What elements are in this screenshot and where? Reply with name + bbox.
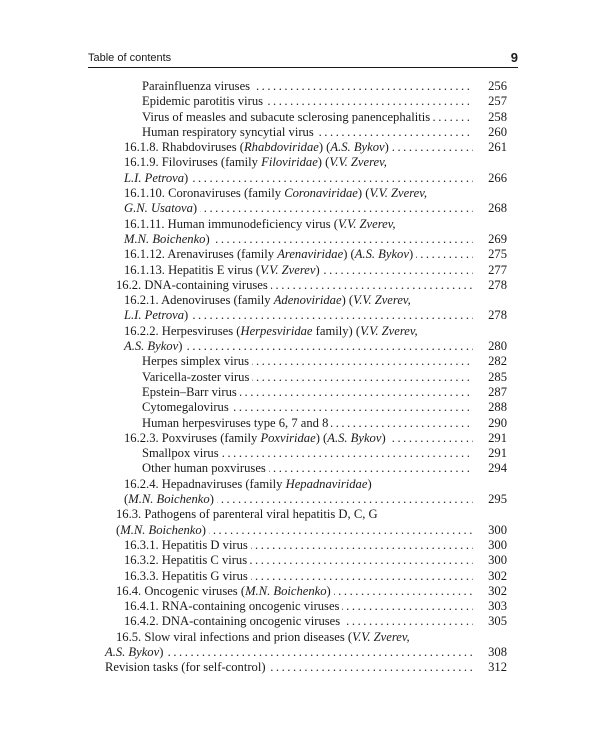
header-rule — [88, 67, 518, 68]
toc-entry-text: 16.1.13. Hepatitis E virus ( — [124, 262, 261, 277]
toc-entry-page: 261 — [477, 140, 507, 155]
toc-entry — [105, 217, 507, 232]
toc-entry-page: 302 — [477, 569, 507, 584]
toc-entry-text: Varicella-zoster virus — [142, 369, 250, 384]
toc-entry-text: Human respiratory syncytial virus — [142, 124, 314, 139]
toc-entry-page: 291 — [477, 431, 507, 446]
toc-entry-italic-text: Rhabdoviridae — [243, 140, 319, 155]
toc-entry — [105, 569, 507, 584]
toc-entry-italic-text: Filoviridae — [261, 155, 318, 170]
table-of-contents — [105, 79, 507, 676]
toc-entry-title — [142, 461, 269, 476]
toc-entry-italic-text: A.S. Bykov — [124, 339, 179, 354]
toc-entry — [105, 385, 507, 400]
toc-entry-italic-text: Herpesviridae — [240, 323, 313, 338]
toc-entry-title — [142, 354, 252, 369]
toc-entry-title — [116, 507, 378, 522]
toc-entry-page: 300 — [477, 538, 507, 553]
toc-entry-page: 282 — [477, 354, 507, 369]
toc-entry-text: ) ( — [317, 155, 330, 170]
toc-entry-title — [105, 645, 166, 660]
toc-entry-title — [142, 110, 433, 125]
toc-entry-title — [124, 569, 251, 584]
toc-entry-text: 16.3.1. Hepatitis D virus — [124, 537, 248, 552]
toc-entry-title — [124, 308, 191, 323]
toc-entry-page: 257 — [477, 94, 507, 109]
toc-entry — [105, 370, 507, 385]
toc-entry — [105, 201, 507, 216]
toc-entry-title — [124, 263, 323, 278]
toc-entry-text: ) ( — [343, 247, 355, 262]
toc-entry-text: 16.4.1. RNA-containing oncogenic viruses — [124, 599, 340, 614]
toc-entry-page: 266 — [477, 171, 507, 186]
toc-entry-title — [124, 431, 389, 446]
toc-entry-text: Virus of measles and subacute sclerosing panencephalitis — [142, 109, 431, 124]
toc-entry-italic-text: Adenoviridae — [273, 293, 342, 308]
toc-entry-text: ) ( — [318, 140, 331, 155]
toc-entry-text: Other human poxviruses — [142, 461, 266, 476]
toc-entry — [105, 293, 507, 308]
toc-entry-text: Epstein–Barr virus — [142, 384, 237, 399]
toc-entry-text: ) — [209, 492, 214, 507]
toc-entry-page: 269 — [477, 232, 507, 247]
toc-entry-page: 277 — [477, 263, 507, 278]
running-head-title: Table of contents — [88, 52, 172, 64]
toc-entry — [105, 477, 507, 492]
toc-entry — [105, 599, 507, 614]
toc-entry-italic-text: M.N. Boichenko — [245, 583, 327, 598]
toc-entry-text: ) — [192, 201, 198, 216]
toc-entry-title — [116, 523, 209, 538]
toc-entry — [105, 630, 507, 645]
toc-entry-title — [124, 217, 396, 232]
toc-entry — [105, 400, 507, 415]
toc-entry-text: ) ( — [357, 186, 370, 201]
toc-entry-page: 290 — [477, 416, 507, 431]
toc-entry-text: 16.2.1. Adenoviruses (family — [124, 293, 274, 308]
toc-entry-page: 308 — [477, 645, 507, 660]
toc-entry-page: 302 — [477, 584, 507, 599]
toc-entry-page: 288 — [477, 400, 507, 415]
toc-entry-text: 16.3. Pathogens of parenteral viral hepatitis D, C, G — [116, 507, 378, 522]
toc-entry-text: 16.2.4. Hepadnaviruses (family — [124, 476, 286, 491]
toc-entry — [105, 140, 507, 155]
toc-entry-text: ) — [201, 522, 206, 537]
toc-entry-italic-text: M.N. Boichenko — [128, 492, 210, 507]
toc-entry — [105, 584, 507, 599]
toc-entry — [105, 324, 507, 339]
toc-entry-text: 16.2. DNA-containing viruses — [116, 277, 268, 292]
toc-entry-text: ) — [381, 430, 386, 445]
toc-entry — [105, 492, 507, 507]
toc-entry-title — [116, 584, 334, 599]
toc-entry-title — [124, 538, 251, 553]
toc-entry-title — [124, 614, 343, 629]
toc-entry-italic-text: V.V. Zverev, — [337, 216, 396, 231]
toc-entry-title — [142, 94, 266, 109]
toc-entry-italic-text: G.N. Usatova — [124, 201, 193, 216]
toc-entry-text: ) ( — [341, 293, 354, 308]
toc-entry-text: ) — [367, 476, 372, 491]
toc-entry-title — [124, 171, 191, 186]
toc-entry-text: 16.2.3. Poxviruses (family — [124, 430, 261, 445]
toc-entry-title — [142, 385, 240, 400]
toc-entry — [105, 232, 507, 247]
toc-entry — [105, 308, 507, 323]
toc-entry-page: 268 — [477, 201, 507, 216]
toc-entry-text: ) — [315, 262, 320, 277]
toc-entry-page: 295 — [477, 492, 507, 507]
toc-entry-text: 16.1.8. Rhabdoviruses ( — [124, 140, 244, 155]
toc-entry-text: ) — [159, 644, 164, 659]
toc-entry-title — [124, 232, 213, 247]
toc-entry-title — [124, 339, 185, 354]
toc-entry-title — [124, 599, 342, 614]
toc-entry-text: 16.4. Oncogenic viruses ( — [116, 583, 246, 598]
toc-entry — [105, 416, 507, 431]
toc-entry-text: 16.1.11. Human immunodeficiency virus ( — [124, 216, 338, 231]
toc-entry-italic-text: A.S. Bykov — [330, 140, 385, 155]
toc-entry-text: ) — [184, 308, 189, 323]
toc-entry-page: 280 — [477, 339, 507, 354]
toc-entry-text: Parainfluenza viruses — [142, 79, 251, 93]
toc-entry-title — [142, 400, 232, 415]
toc-entry-title — [105, 660, 269, 675]
toc-entry-title — [142, 370, 252, 385]
toc-entry-italic-text: M.N. Boichenko — [124, 231, 206, 246]
toc-entry — [105, 339, 507, 354]
toc-entry-title — [124, 553, 250, 568]
toc-entry-italic-text: V.V. Zverev, — [360, 323, 418, 338]
toc-entry-text: ) — [178, 339, 183, 354]
toc-entry-italic-text: L.I. Petrova — [124, 170, 185, 185]
toc-entry-text: ) — [326, 583, 331, 598]
toc-entry-page: 275 — [477, 247, 507, 262]
toc-entry-title — [142, 125, 317, 140]
toc-entry-text: 16.3.3. Hepatitis G virus — [124, 568, 248, 583]
toc-entry-text: 16.1.12. Arenaviruses (family — [124, 247, 278, 262]
toc-entry-title — [142, 416, 331, 431]
toc-entry — [105, 645, 507, 660]
toc-entry — [105, 155, 507, 170]
toc-entry-title — [124, 140, 392, 155]
toc-entry-page: 300 — [477, 523, 507, 538]
toc-entry-text: Cytomegalovirus — [142, 400, 229, 415]
toc-entry-italic-text: A.S. Bykov — [327, 430, 382, 445]
toc-entry-page: 291 — [477, 446, 507, 461]
toc-entry-page: 285 — [477, 370, 507, 385]
toc-entry-title — [124, 492, 217, 507]
toc-entry — [105, 446, 507, 461]
toc-entry-page: 312 — [477, 660, 507, 675]
toc-entry — [105, 263, 507, 278]
toc-entry-italic-text: A.S. Bykov — [354, 247, 409, 262]
toc-entry-page: 287 — [477, 385, 507, 400]
toc-entry-text: ) — [205, 231, 210, 246]
toc-entry — [105, 614, 507, 629]
toc-entry-page: 278 — [477, 308, 507, 323]
page-number: 9 — [510, 50, 518, 65]
toc-entry-title — [116, 630, 410, 645]
toc-entry — [105, 247, 507, 262]
toc-entry-text: 16.5. Slow viral infections and prion diseases ( — [116, 629, 353, 644]
toc-entry-title — [142, 79, 253, 94]
toc-entry-italic-text: Arenaviridae — [277, 247, 344, 262]
toc-entry-text: Smallpox virus — [142, 446, 219, 461]
toc-entry — [105, 523, 507, 538]
toc-entry — [105, 171, 507, 186]
toc-entry — [105, 507, 507, 522]
toc-entry-text: 16.3.2. Hepatitis C virus — [124, 553, 248, 568]
toc-entry — [105, 110, 507, 125]
toc-entry-title — [124, 293, 411, 308]
toc-entry-text: family) ( — [312, 323, 361, 338]
toc-entry-page: 303 — [477, 599, 507, 614]
toc-entry-page: 260 — [477, 125, 507, 140]
toc-entry-italic-text: V.V. Zverev — [260, 262, 316, 277]
toc-entry — [105, 538, 507, 553]
toc-entry — [105, 660, 507, 675]
toc-entry-title — [124, 201, 200, 216]
toc-entry-italic-text: V.V. Zverev, — [329, 155, 387, 170]
toc-entry-text: 16.1.9. Filoviruses (family — [124, 155, 262, 170]
toc-entry-text: 16.1.10. Coronaviruses (family — [124, 186, 285, 201]
toc-entry-title — [124, 186, 427, 201]
toc-entry-page: 256 — [477, 79, 507, 94]
toc-entry-italic-text: Poxviridae — [260, 430, 316, 445]
toc-entry — [105, 354, 507, 369]
toc-entry-italic-text: V.V. Zverev, — [353, 293, 411, 308]
toc-entry-title — [124, 324, 418, 339]
toc-entry — [105, 79, 507, 94]
toc-entry-title — [124, 247, 416, 262]
toc-entry-italic-text: Hepadnaviridae — [285, 476, 368, 491]
toc-entry — [105, 431, 507, 446]
toc-entry-text: Epidemic parotitis virus — [142, 94, 264, 109]
toc-entry-italic-text: Coronaviridae — [284, 186, 358, 201]
toc-entry-text: Human herpesviruses type 6, 7 and 8 — [142, 415, 329, 430]
toc-entry-italic-text: M.N. Boichenko — [120, 522, 202, 537]
toc-entry-page: 305 — [477, 614, 507, 629]
toc-entry-text: ) — [408, 247, 414, 262]
toc-entry — [105, 278, 507, 293]
toc-entry-italic-text: V.V. Zverev, — [352, 629, 410, 644]
toc-entry — [105, 461, 507, 476]
running-head — [88, 52, 518, 68]
toc-entry-page: 278 — [477, 278, 507, 293]
toc-entry-text: ) — [184, 170, 189, 185]
toc-entry-italic-text: V.V. Zverev, — [369, 186, 428, 201]
toc-entry-text: ( — [124, 492, 129, 507]
toc-entry-text: 16.2.2. Herpesviruses ( — [124, 323, 241, 338]
toc-entry-page: 300 — [477, 553, 507, 568]
toc-entry-italic-text: L.I. Petrova — [124, 308, 185, 323]
toc-entry-title — [116, 278, 271, 293]
toc-entry-title — [124, 155, 387, 170]
toc-entry — [105, 553, 507, 568]
toc-entry-text: ) — [384, 140, 389, 155]
toc-entry-page: 294 — [477, 461, 507, 476]
toc-entry — [105, 186, 507, 201]
toc-entry-italic-text: A.S. Bykov — [105, 644, 160, 659]
toc-entry-title — [142, 446, 222, 461]
toc-entry-text: 16.4.2. DNA-containing oncogenic viruses — [124, 614, 341, 629]
toc-entry — [105, 94, 507, 109]
toc-entry-text: ) ( — [315, 430, 328, 445]
toc-entry-text: Herpes simplex virus — [142, 354, 250, 369]
toc-entry-title — [124, 477, 372, 492]
toc-entry-page: 258 — [477, 110, 507, 125]
toc-entry-text: ( — [116, 522, 121, 537]
toc-entry — [105, 125, 507, 140]
toc-entry-text: Revision tasks (for self-control) — [105, 660, 266, 675]
